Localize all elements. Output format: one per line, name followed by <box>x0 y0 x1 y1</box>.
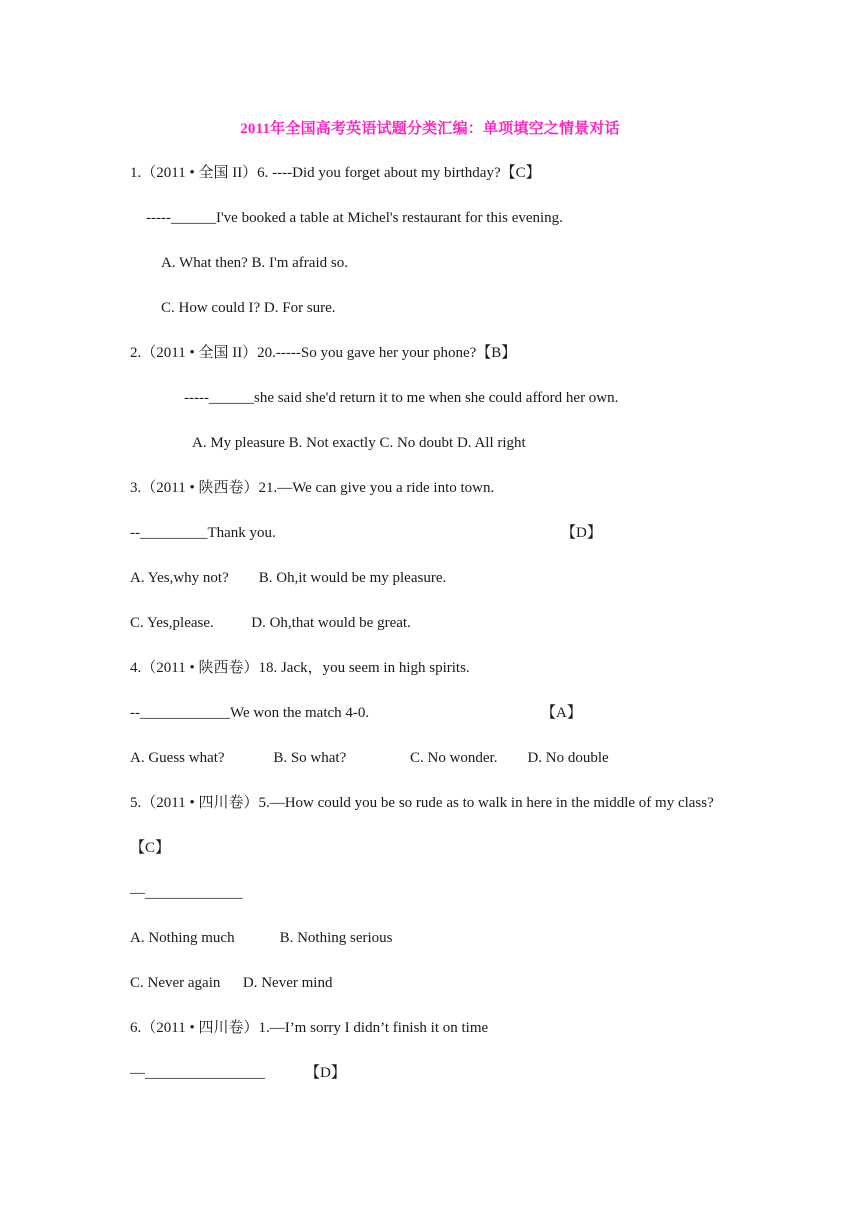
question-4-options: A. Guess what? B. So what? C. No wonder. D. No double <box>130 750 609 766</box>
question-3-options-ab: A. Yes,why not? B. Oh,it would be my pleasure. <box>130 570 447 586</box>
question-2-response: -----______she said she'd return it to me when she could afford her own. <box>184 390 619 406</box>
question-2-prompt: 2.（2011 • 全国 II）20.-----So you gave her your phone?【B】 <box>130 345 517 361</box>
document-title: 2011年全国高考英语试题分类汇编：单项填空之情景对话 <box>240 121 620 137</box>
question-6-answer: 【D】 <box>305 1065 346 1081</box>
question-1-response: -----______I've booked a table at Michel's restaurant for this evening. <box>146 210 563 226</box>
question-3-response: --_________Thank you. <box>130 525 276 541</box>
question-5-prompt: 5.（2011 • 四川卷）5.—How could you be so rude as to walk in here in the middle of my class? <box>130 795 714 811</box>
question-1-options-cd: C. How could I? D. For sure. <box>161 300 336 316</box>
question-3-answer: 【D】 <box>561 525 602 541</box>
question-4-response: --____________We won the match 4-0. <box>130 705 370 721</box>
question-4-answer: 【A】 <box>541 705 582 721</box>
question-4-prompt: 4.（2011 • 陕西卷）18. Jack，you seem in high spirits. <box>130 660 470 676</box>
question-6-prompt: 6.（2011 • 四川卷）1.—I’m sorry I didn’t finish it on time <box>130 1020 489 1036</box>
question-5-options-cd: C. Never again D. Never mind <box>130 975 333 991</box>
question-1-prompt: 1.（2011 • 全国 II）6. ----Did you forget about my birthday?【C】 <box>130 165 541 181</box>
question-5-answer: 【C】 <box>130 840 171 856</box>
question-6-response: —________________ <box>130 1065 265 1081</box>
question-2-options: A. My pleasure B. Not exactly C. No doubt D. All right <box>192 435 526 451</box>
question-1-options-ab: A. What then? B. I'm afraid so. <box>161 255 348 271</box>
question-3-options-cd: C. Yes,please. D. Oh,that would be great. <box>130 615 411 631</box>
question-3-prompt: 3.（2011 • 陕西卷）21.—We can give you a ride into town. <box>130 480 495 496</box>
question-5-response: —_____________ <box>130 885 243 901</box>
question-5-options-ab: A. Nothing much B. Nothing serious <box>130 930 393 946</box>
